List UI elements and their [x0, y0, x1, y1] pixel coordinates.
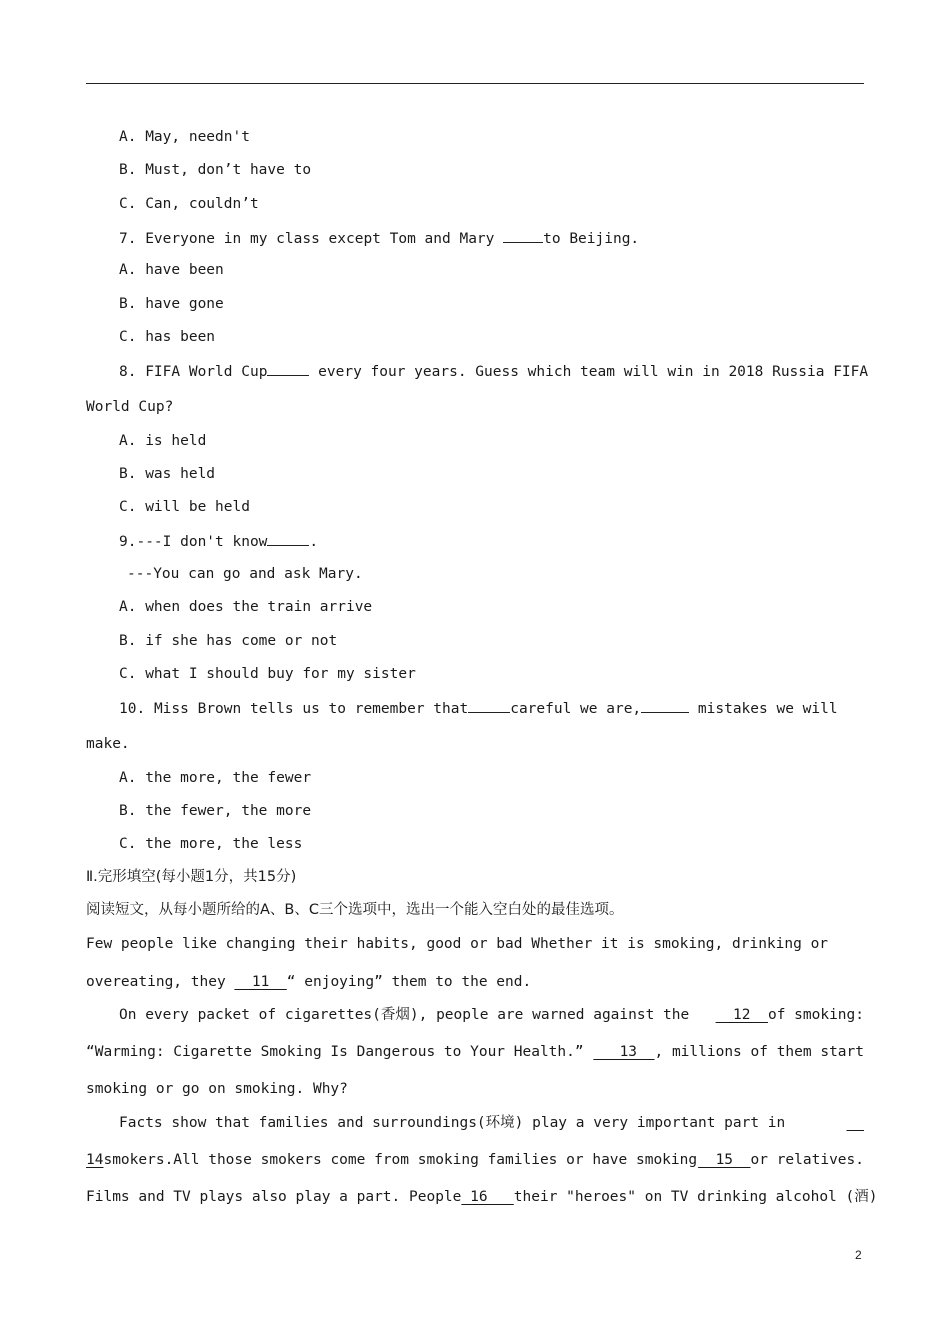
option-q6-b: B. Must, don’t have to [119, 162, 312, 178]
option-q8-b: B. was held [119, 466, 216, 482]
option-q8-a: A. is held [119, 433, 207, 449]
question-9: 9.---I don't know . [119, 530, 318, 552]
answer-blank [468, 697, 510, 713]
option-q9-c: C. what I should buy for my sister [119, 666, 416, 682]
blank-14: 14 [86, 1152, 104, 1168]
question-9-reply: ---You can go and ask Mary. [127, 566, 363, 582]
answer-blank [503, 227, 543, 243]
passage-line: 14smokers.All those smokers come from smoking families or have smoking 15 or relatives. [86, 1152, 864, 1168]
question-10: 10. Miss Brown tells us to remember that careful we are, mistakes we will [119, 697, 838, 719]
blank-16: 16 [461, 1189, 514, 1205]
passage-line: smoking or go on smoking. Why? [86, 1081, 348, 1097]
passage-line: On every packet of cigarettes(香烟), people are warned against the 12 of smoking: [119, 1007, 864, 1023]
answer-blank [267, 360, 309, 376]
section-instruction: 阅读短文，从每小题所给的A、B、C三个选项中，选出一个能入空白处的最佳选项。 [86, 902, 624, 918]
section-heading: Ⅱ.完形填空(每小题1分，共15分) [86, 869, 297, 885]
option-q8-c: C. will be held [119, 499, 250, 515]
option-q10-b: B. the fewer, the more [119, 803, 312, 819]
blank-12: 12 [715, 1007, 768, 1023]
question-7: 7. Everyone in my class except Tom and Mary to Beijing. [119, 227, 639, 249]
passage-line: Few people like changing their habits, good or bad Whether it is smoking, drinking or [86, 936, 829, 952]
passage-line: “Warming: Cigarette Smoking Is Dangerous to Your Health.” 13 , millions of them start [86, 1044, 864, 1060]
option-q10-a: A. the more, the fewer [119, 770, 312, 786]
passage-line: overeating, they 11 “ enjoying” them to the end. [86, 974, 532, 990]
blank-11: 11 [234, 974, 287, 990]
option-q9-b: B. if she has come or not [119, 633, 338, 649]
passage-line: Films and TV plays also play a part. People 16 their "heroes" on TV drinking alcohol (酒) [86, 1189, 878, 1205]
passage-line: Facts show that families and surroundings(环境) play a very important part in [119, 1113, 864, 1133]
question-8-continued: World Cup? [86, 399, 174, 415]
blank-14-start [847, 1113, 864, 1133]
header-rule [86, 83, 864, 84]
option-q7-b: B. have gone [119, 296, 224, 312]
question-10-continued: make. [86, 736, 130, 752]
answer-blank [267, 530, 309, 546]
option-q7-a: A. have been [119, 262, 224, 278]
option-q6-a: A. May, needn't [119, 129, 250, 145]
blank-15: 15 [698, 1152, 751, 1168]
page-number: 2 [855, 1248, 862, 1262]
answer-blank [641, 697, 689, 713]
option-q10-c: C. the more, the less [119, 836, 303, 852]
option-q7-c: C. has been [119, 329, 216, 345]
option-q9-a: A. when does the train arrive [119, 599, 373, 615]
question-8: 8. FIFA World Cup every four years. Guess which team will win in 2018 Russia FIFA [119, 360, 868, 382]
blank-13: 13 [593, 1044, 655, 1060]
option-q6-c: C. Can, couldn’t [119, 196, 259, 212]
